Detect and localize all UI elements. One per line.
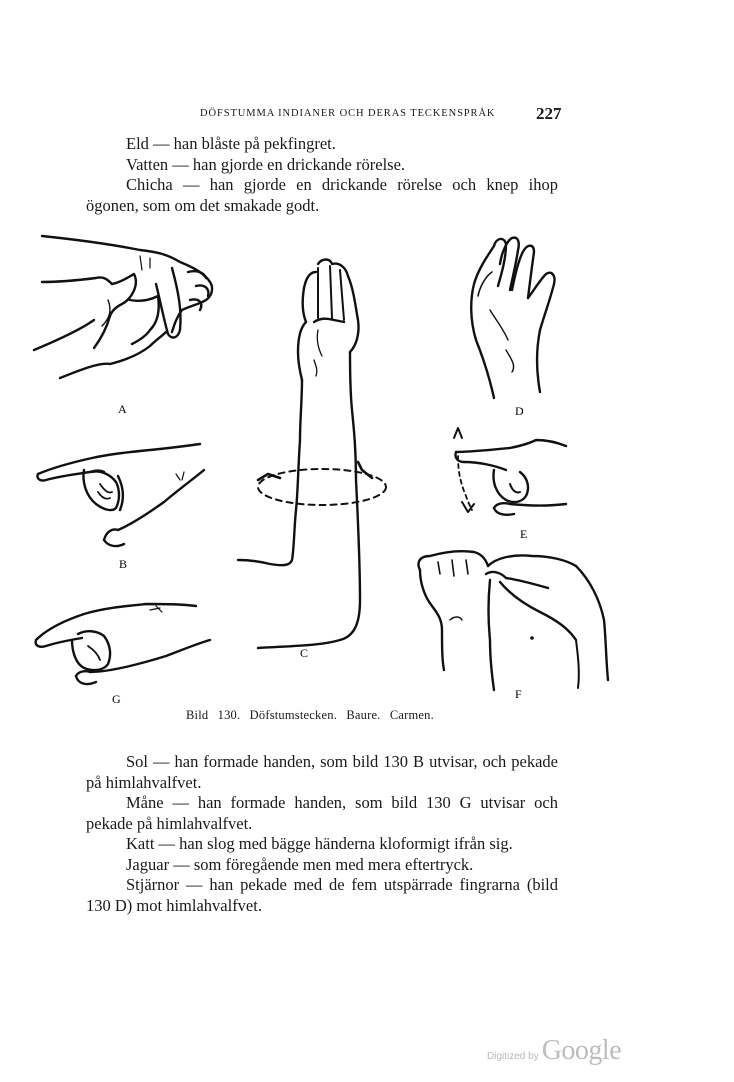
paragraph-chicha: Chicha — han gjorde en drickande rörelse och knep ihop ögonen, som om det smakade godt. — [86, 175, 558, 215]
label-a: A — [118, 402, 127, 416]
label-c: C — [300, 646, 309, 660]
label-b: B — [119, 557, 128, 571]
hand-sign-g-drawing — [36, 604, 210, 684]
paragraph-katt: Katt — han slog med bägge händerna kloformigt ifrån sig. — [126, 834, 513, 853]
page-number: 227 — [536, 104, 562, 123]
paragraph-eld: Eld — han blåste på pekfingret. — [126, 134, 336, 153]
hand-sign-e-drawing — [454, 428, 566, 515]
digitized-by-text: Digitized by — [487, 1051, 539, 1062]
hand-sign-c-drawing — [238, 260, 386, 649]
hand-signs-illustration — [0, 225, 734, 705]
label-d: D — [515, 404, 524, 418]
top-text-block — [86, 134, 558, 216]
paragraph-mane: Måne — han formade handen, som bild 130 G utvisar och pekade på himlahvalfvet. — [86, 793, 558, 833]
figure-caption: Bild 130. Döfstumstecken. Baure. Carmen. — [186, 708, 434, 722]
hand-sign-a-drawing — [34, 236, 212, 378]
paragraph-stjarnor: Stjärnor — han pekade med de fem utspärrade fingrarna (bild 130 D) mot himlahvalfvet. — [86, 875, 558, 915]
paragraph-vatten: Vatten — han gjorde en drickande rörelse. — [126, 154, 406, 174]
hand-sign-b-drawing — [37, 444, 204, 546]
hand-sign-d-drawing — [471, 238, 554, 398]
figure-130 — [0, 225, 734, 705]
hand-sign-f-drawing — [418, 551, 608, 690]
running-head: DÖFSTUMMA INDIANER OCH DERAS TECKENSPRÅK — [200, 108, 496, 119]
label-g: G — [112, 692, 121, 705]
bottom-text-block — [86, 752, 558, 916]
label-e: E — [520, 527, 528, 541]
paragraph-jaguar: Jaguar — som föregående men med mera eftertryck. — [126, 854, 474, 874]
google-logo-text: Google — [541, 1035, 622, 1066]
label-f: F — [515, 687, 522, 701]
paragraph-sol: Sol — han formade handen, som bild 130 B utvisar, och pekade på himlahvalfvet. — [86, 752, 558, 792]
digitized-by-google-watermark — [487, 1035, 621, 1067]
